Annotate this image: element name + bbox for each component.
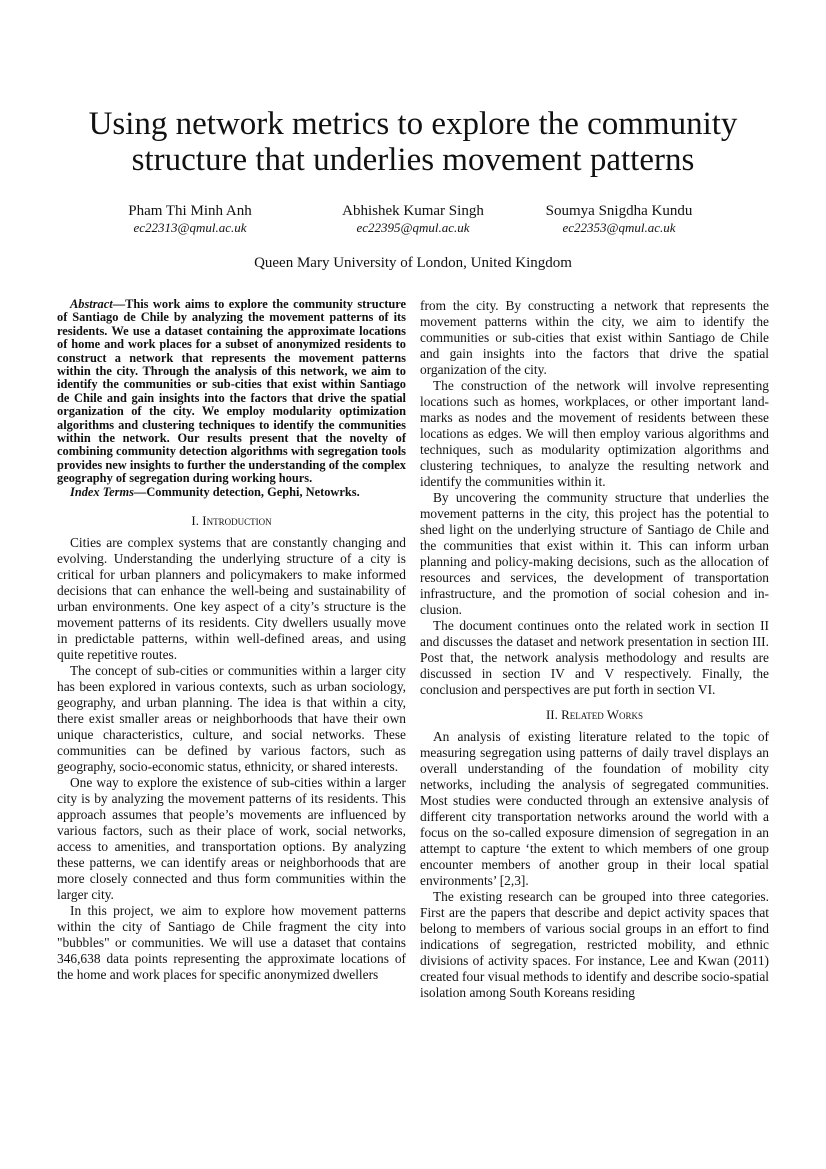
title-line-2: structure that underlies movement patterns [131,142,695,178]
affiliation: Queen Mary University of London, United Kingdom [254,255,572,271]
author-name: Soumya Snigdha Kundu [545,203,693,219]
index-terms-label: Index Terms [70,484,134,499]
abstract [57,298,406,486]
abstract-label: Abstract [70,297,113,311]
paper-title [0,106,826,178]
index-terms-text: —Community detection, Gephi, Netowrks. [133,484,360,499]
author-email: ec22395@qmul.ac.uk [356,220,470,235]
paragraph: The document continues onto the related work in section II and discusses the dataset and network presentation in section III. Post that, the network analysis methodology and results are discussed in section IV and V respectively. Finally, the conclusion and perspectives are put forth in section VI. [420,618,769,697]
paragraph: The concept of sub-cities or communities within a larger city has been explored in various contexts, such as urban sociology, geography, and urban planning. The idea is that within a city, there exist smaller areas or neighborhoods that have their own unique characteristics, culture, and social networks. These communities can be defined by various factors, such as geography, socio-economic status, ethnicity, or shared interests. [57,663,406,775]
author-name: Pham Thi Minh Anh [128,203,252,219]
left-column [57,298,406,983]
author-name: Abhishek Kumar Singh [342,203,484,219]
paragraph: from the city. By constructing a network that represents the movement patterns within the city, we aim to identify the communities or sub-cities that exist within Santiago de Chile and gain insights into the factors that drive the spatial organization of the city. [420,298,769,377]
author-email: ec22353@qmul.ac.uk [562,220,676,235]
author-2 [293,202,533,236]
author-1 [70,202,310,236]
paragraph: One way to explore the existence of sub-cities within a larger city is by analyzing the movement patterns of its residents. This approach assumes that people’s movements are influenced by various factors, such as their place of work, social networks, access to amenities, and transportation options. By analyzing these patterns, we can identify areas or neighborhoods that are more closely connected and thus form communities within the larger city. [57,775,406,903]
section-heading-introduction: I. Introduction [191,513,272,529]
paragraph: The existing research can be grouped into three categories. First are the papers that describe and depict activity spaces that belong to members of various social groups in an effort to find indications of segregation, restricted mobility, and ethnic divisions of activity spaces. For instance, Lee and Kwan (2011) created four visual methods to identify and describe socio-spatial isolation among South Koreans residing [420,889,769,1000]
right-column [420,298,769,1001]
abstract-text: —This work aims to explore the community structure of Santiago de Chile by analyzing the movement patterns of its residents. We use a dataset containing the approximate locations of home and work places for a subset of anonymized residents to construct a network that represents the movement patterns within the city. Through the analysis of this network, we aim to identify the communities or sub-cities that exist within Santiago de Chile and gain insights into the factors that drive the spatial organization of the city. We employ modularity optimization algorithms and clustering techniques to identify the communities within the network. Our results present that the novelty of combining community detection algorithms with segregation tools provides new insights to further the understanding of the complex geography of segregation during working hours. [57,297,406,486]
paragraph: By uncovering the community structure that underlies the movement patterns in the city, this project has the potential to shed light on the underlying structure of Santiago de Chile and the communities that exist within it. This can inform urban planning and policy-making decisions, such as the allocation of resources and services, the development of transportation infrastructure, and the promotion of social cohesion and inclusion. [420,490,769,617]
paragraph: In this project, we aim to explore how movement patterns within the city of Santiago de Chile fragment the city into "bubbles" or communities. We will use a dataset that contains 346,638 data points representing the approximate locations of the home and work places for specific anonymized dwellers [57,903,406,983]
paragraph: Cities are complex systems that are constantly changing and evolving. Understanding the underlying structure of a city is critical for urban planners and policymakers to make informed decisions that can enhance the well-being and sustainability of urban environments. One key aspect of a city’s structure is the movement patterns of its residents. City dwellers usually move in predictable patterns, within well-defined areas, and using quite repetitive routes. [57,535,406,663]
index-terms [57,486,406,499]
paragraph: The construction of the network will involve representing locations such as homes, workplaces, or other important landmarks as nodes and the movement of residents between these locations as edges. We will then employ various algorithms and techniques, such as modularity optimization algorithms and clustering techniques, to analyze the resulting network and identify the communities within it. [420,378,769,489]
author-3 [499,202,739,236]
section-heading-related-works: II. Related Works [545,707,644,722]
author-email: ec22313@qmul.ac.uk [133,220,247,235]
paragraph: An analysis of existing literature related to the topic of measuring segregation using patterns of daily travel displays an overall understanding of the foundation of mobility city networks, including the analysis of segregated communities. Most studies were conducted through an extensive analysis of different city transportation networks around the world with a focus on the so-called exposure dimension of segregation in an attempt to capture ‘the extent to which members of one group encounter members of another group in their local spatial environments’ [2,3]. [420,729,769,888]
title-line-1: Using network metrics to explore the community [88,106,738,142]
